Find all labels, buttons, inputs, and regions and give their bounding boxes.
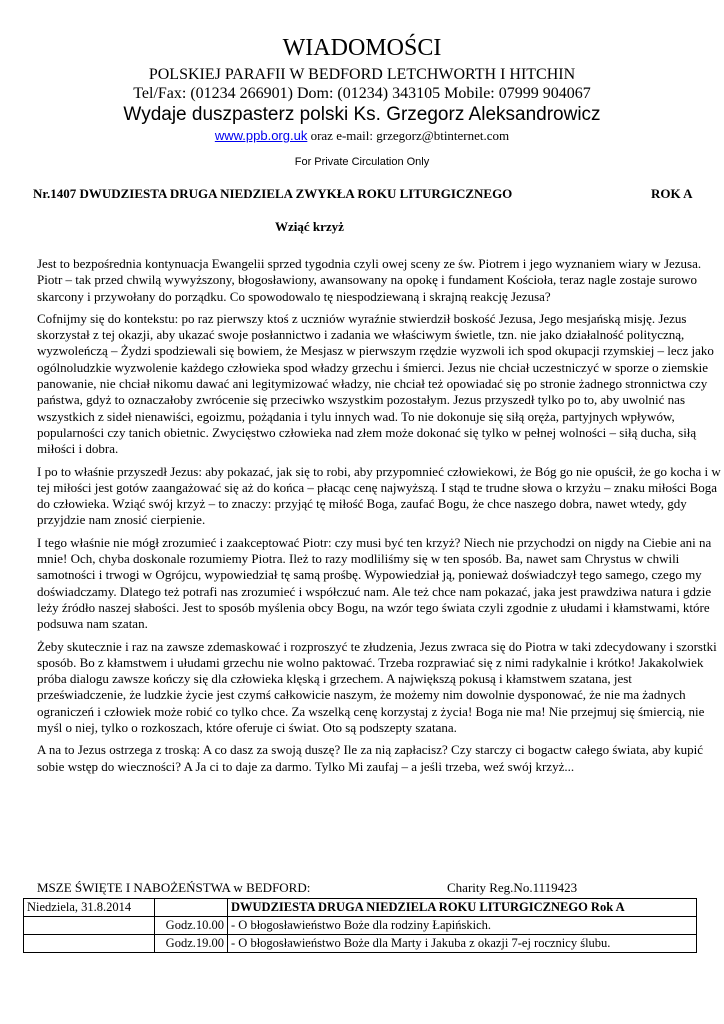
contact-line — [0, 128, 724, 144]
liturgical-year: ROK A — [651, 186, 693, 201]
issue-number: Nr.1407 — [33, 186, 77, 201]
article-paragraph: Żeby skutecznie i raz na zawsze zdemaskować i rozproszyć te złudzenia, Jezus zwraca się do Piotra w taki zdecydowany i szorstki sposób. Bo z kłamstwem i ułudami grzechu nie wolno paktować. Trzeba rozprawiać się z nimi radykalnie i krótko! Jakakolwiek próba dialogu zawsze kończy się dla człowieka klęską i grzechem. A największą pokusą i kłamstwem szatana, jest przeświadczenie, że ludzkie życie jest czymś całkowicie naszym, że możemy nim dowolnie dysponować, że nie ma żadnych ograniczeń i człowiek może robić co tylko chce. Za wszelką cenę korzystaj z życia! Boga nie ma! Nie przejmuj się śmiercią, nie myśl o niej, tylko o rozkoszach, które oferuje ci świat. Oto są podszepty szatana. — [37, 638, 717, 736]
issue-line — [33, 186, 713, 202]
schedule-date: Niedziela, 31.8.2014 — [24, 899, 155, 917]
mass-schedule-table — [23, 898, 697, 953]
schedule-description: DWUDZIESTA DRUGA NIEDZIELA ROKU LITURGICZNEGO Rok A — [228, 899, 697, 917]
private-circulation-note: For Private Circulation Only — [294, 156, 430, 168]
schedule-date — [24, 917, 155, 935]
website-link[interactable]: www.ppb.org.uk — [214, 128, 308, 143]
phone-numbers: Tel/Fax: (01234 266901) Dom: (01234) 343105 Mobile: 07999 904067 — [133, 85, 591, 102]
newsletter-title: WIADOMOŚCI — [282, 35, 442, 61]
article-paragraph: I tego właśnie nie mógł zrozumieć i zaakceptować Piotr: czy musi być ten krzyż? Niech nie przychodzi on nigdy na Ciebie ani na mnie! Och, chyba doskonale rozumiemy Piotra. Ileż to razy modliliśmy się w ten sposób. Ba, nawet sam Chrystus w chwili samotności i trwogi w Ogrójcu, wypowiedział tę samą prośbę. Wypowiedział ją, ponieważ doświadczył tego samego, czego my doświadczamy. Dlatego też potrafi nas zrozumieć i współczuć nam. Ale też chce nam pokazać, jaka jest prawdziwa natura i gdzie leży źródło naszej słabości. Jest to sposób myślenia obcy Bogu, na wzór tego świata czyli zgodnie z ułudami i kłamstwami, które podsuwa nam szatan. — [37, 534, 712, 632]
schedule-description: - O błogosławieństwo Boże dla rodziny Łapińskich. — [228, 917, 697, 935]
masses-heading-line — [37, 880, 717, 896]
table-row — [24, 935, 697, 953]
table-row — [24, 899, 697, 917]
schedule-time: Godz.10.00 — [155, 917, 228, 935]
masses-heading: MSZE ŚWIĘTE I NABOŻEŃSTWA w BEDFORD: — [37, 880, 311, 895]
parish-subtitle: POLSKIEJ PARAFII W BEDFORD LETCHWORTH I HITCHIN — [148, 66, 576, 83]
table-row — [24, 917, 697, 935]
article-paragraph: A na to Jezus ostrzega z troską: A co dasz za swoją duszę? Ile za nią zapłacisz? Czy starczy ci bogactw całego świata, aby kupić sobie wstęp do wieczności? A Ja ci to daje za darmo. Tylko Mi zaufaj – a jeśli trzeba, weź swój krzyż... — [37, 742, 703, 774]
article-paragraph: I po to właśnie przyszedł Jezus: aby pokazać, jak się to robi, aby przypomnieć człowiekowi, że Bóg go nie opuścił, że go kocha i w tej miłości jest gotów zaangażować się aż do końca – płacąc cenę najwyższą. I stąd te trudne słowa o krzyżu – znaku miłości Boga do człowieka. Wziąć swój krzyż – to znaczy: przyjąć tę miłość Boga, zaufać Bogu, że chce naszego dobra, nawet wtedy, gdy przyjdzie nam znosić cierpienie. — [37, 463, 721, 528]
article-title: Wziąć krzyż — [275, 219, 344, 234]
publisher-line: Wydaje duszpasterz polski Ks. Grzegorz Aleksandrowicz — [123, 104, 601, 125]
email-text: oraz e-mail: grzegorz@btinternet.com — [307, 128, 510, 143]
schedule-time: Godz.19.00 — [155, 935, 228, 953]
schedule-time — [155, 899, 228, 917]
schedule-description: - O błogosławieństwo Boże dla Marty i Jakuba z okazji 7-ej rocznicy ślubu. — [228, 935, 697, 953]
article-paragraph: Cofnijmy się do kontekstu: po raz pierwszy ktoś z uczniów wyraźnie stwierdził boskość Jezusa, Jego mesjańską misję. Jezus skorzystał z tej okazji, aby ukazać swoje posłannictwo i zadania we właściwym świetle, tzn. nie jako działalność polityczną, wyzwoleńczą – Żydzi spodziewali się bowiem, że Mesjasz w pierwszym rzędzie wyzwoli ich spod okupacji rzymskiej – lecz jako ogólnoludzkie wyzwolenie każdego człowieka spod władzy grzechu i śmierci. Jezus nie chciał uczestniczyć w sporze o ziemskie panowanie, nie chciał nikomu dawać ani legitymizować władzy, nie chciał też opowiadać się po stronie żadnego stronnictwa czy państwa, gdyż to oznaczałoby zwrócenie się przeciwko wszystkim pozostałym. Jezus przyszedł tylko po to, aby uwolnić nas wszystkich z sideł nienawiści, egoizmu, pożądania i tylu innych wad. To nie dokonuje się siłą oręża, partyjnych wpływów, popularności czy tanich obietnic. Zwycięstwo człowieka nad złem może dokonać się tylko w pełnej wolności – siłą ducha, siłą miłości i dobra. — [37, 310, 714, 457]
schedule-date — [24, 935, 155, 953]
article-paragraph: Jest to bezpośrednia kontynuacja Ewangelii sprzed tygodnia czyli owej sceny ze św. Piotrem i jego wyznaniem wiary w Jezusa. Piotr – tak przed chwilą wywyższony, błogosławiony, awansowany na opokę i fundament Kościoła, teraz nagle zostaje surowo skarcony i przywołany do porządku. Co spowodowalo tę niespodziewaną i skrajną reakcję Jezusa? — [37, 256, 702, 304]
charity-number: Charity Reg.No.1119423 — [447, 880, 578, 895]
article-body — [37, 256, 724, 781]
issue-title: DWUDZIESTA DRUGA NIEDZIELA ZWYKŁA ROKU LITURGICZNEGO — [76, 186, 513, 201]
